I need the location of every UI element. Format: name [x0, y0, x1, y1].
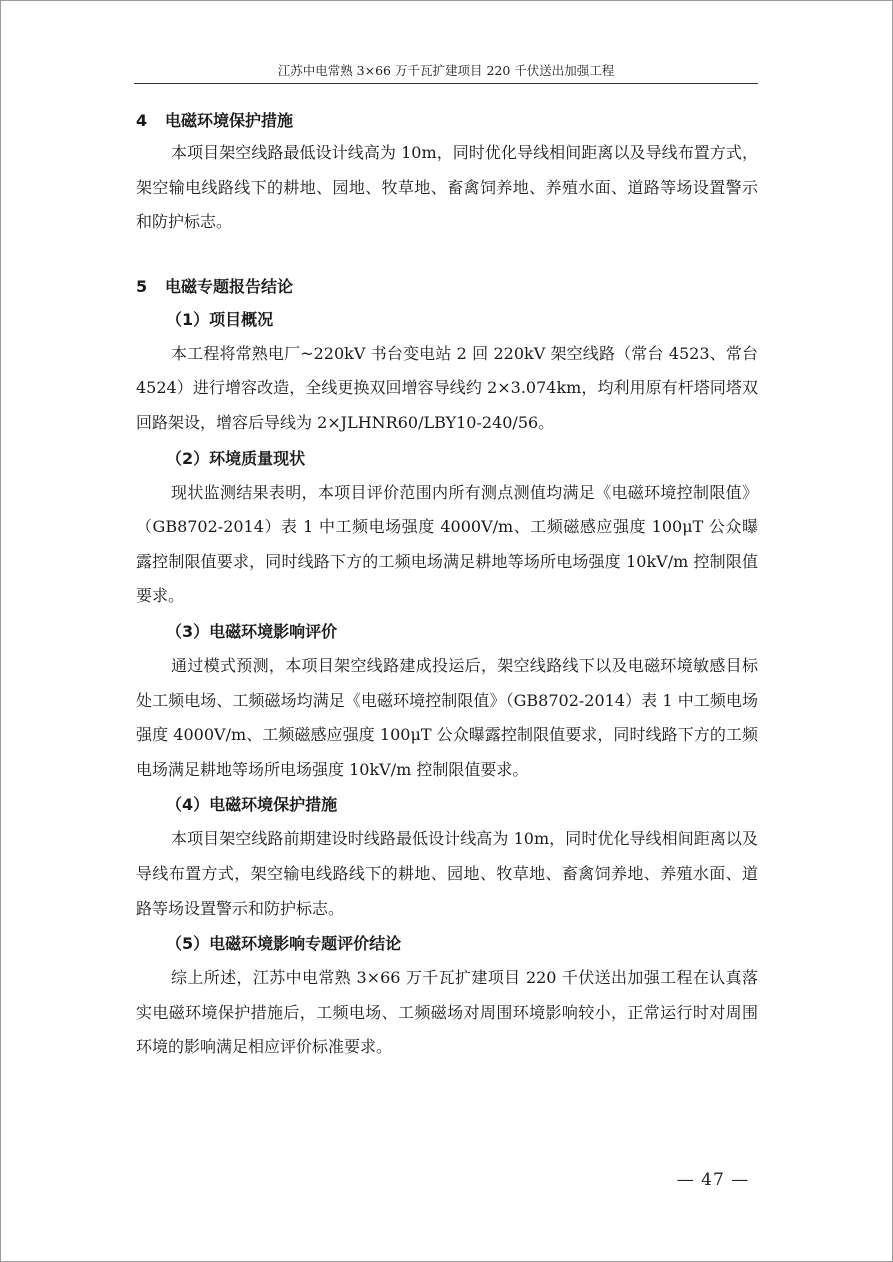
- subsection-2-heading: （2）环境质量现状: [166, 448, 306, 468]
- section-gap: [136, 240, 758, 272]
- subsection-4-paragraph: 本项目架空线路前期建设时线路最低设计线高为 10m，同时优化导线相间距离以及导线布置方式，架空输电线路线下的耕地、园地、牧草地、畜禽饲养地、养殖水面、道路等场设置警示和防护标志。: [136, 829, 758, 918]
- section-5-number: 5: [136, 276, 148, 296]
- subsection-1-heading: （1）项目概况: [166, 309, 274, 329]
- subsection-3-paragraph: 通过模式预测，本项目架空线路建成投运后，架空线路线下以及电磁环境敏感目标处工频电场、工频磁场均满足《电磁环境控制限值》（GB8702-2014）表 1 中工频电场强度 4000V/m、工频磁感应强度 100μT 公众曝露控制限值要求，同时线路下方的工频电场满足耕地等场所电场强度 10kV/m 控制限值要求。: [136, 655, 758, 779]
- section-4-paragraph: 本项目架空线路最低设计线高为 10m，同时优化导线相间距离以及导线布置方式，架空输电线路线下的耕地、园地、牧草地、畜禽饲养地、养殖水面、道路等场设置警示和防护标志。: [136, 143, 758, 232]
- subsection-5-heading: （5）电磁环境影响专题评价结论: [166, 934, 402, 954]
- subsection-1-paragraph: 本工程将常熟电厂~220kV 书台变电站 2 回 220kV 架空线路（常台 4523、常台 4524）进行增容改造，全线更换双回增容导线约 2×3.074km，均利用原有杆塔同塔双回路架设，增容后导线为 2×JLHNR60/LBY10-240/56。: [136, 343, 758, 432]
- subsection-2-paragraph: 现状监测结果表明，本项目评价范围内所有测点测值均满足《电磁环境控制限值》（GB8702-2014）表 1 中工频电场强度 4000V/m、工频磁感应强度 100μT 公众曝露控制限值要求，同时线路下方的工频电场满足耕地等场所电场强度 10kV/m 控制限值要求。: [136, 482, 758, 606]
- subsection-5-paragraph: 综上所述，江苏中电常熟 3×66 万千瓦扩建项目 220 千伏送出加强工程在认真落实电磁环境保护措施后，工频电场、工频磁场对周围环境影响较小，正常运行时对周围环境的影响满足相应评价标准要求。: [136, 968, 758, 1057]
- document-body: [136, 106, 758, 1065]
- header-rule: [134, 83, 758, 84]
- page-number: — 47 —: [676, 1170, 750, 1190]
- section-5-heading: [136, 272, 758, 302]
- running-header: 江苏中电常熟 3×66 万千瓦扩建项目 220 千伏送出加强工程: [277, 63, 615, 78]
- subsection-3-heading: （3）电磁环境影响评价: [166, 621, 338, 641]
- subsection-4-heading: （4）电磁环境保护措施: [166, 795, 338, 815]
- section-5-title: 电磁专题报告结论: [165, 276, 294, 296]
- section-4-heading: [136, 106, 758, 136]
- section-4-title: 电磁环境保护措施: [165, 111, 294, 130]
- section-4-number: 4: [136, 111, 148, 130]
